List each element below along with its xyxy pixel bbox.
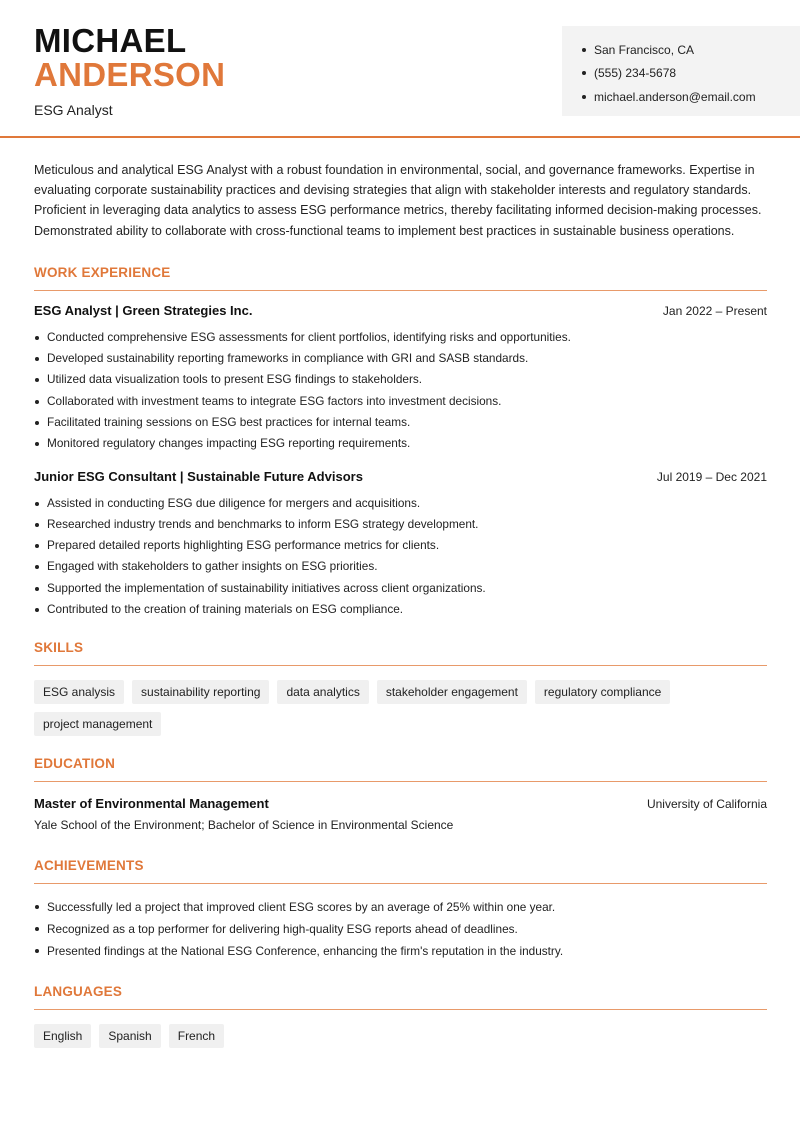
list-item: Facilitated training sessions on ESG best practices for internal teams. xyxy=(34,412,767,433)
job-entry xyxy=(34,469,767,621)
languages-section-title: LANGUAGES xyxy=(34,984,767,1010)
work-section-title: WORK EXPERIENCE xyxy=(34,265,767,291)
list-item: Contributed to the creation of training materials on ESG compliance. xyxy=(34,599,767,620)
bullet-icon xyxy=(582,48,586,52)
job-role: Junior ESG Consultant | Sustainable Future Advisors xyxy=(34,468,363,484)
achievements-section-title: ACHIEVEMENTS xyxy=(34,858,767,884)
list-item: Assisted in conducting ESG due diligence for mergers and acquisitions. xyxy=(34,493,767,514)
contact-location-text: San Francisco, CA xyxy=(594,42,695,57)
education-detail: Yale School of the Environment; Bachelor of Science in Environmental Science xyxy=(34,818,454,833)
bullet-icon xyxy=(582,95,586,99)
job-date: Jul 2019 – Dec 2021 xyxy=(656,469,767,484)
achievements-list xyxy=(34,896,767,962)
list-item: Collaborated with investment teams to integrate ESG factors into investment decisions. xyxy=(34,391,767,412)
work-section xyxy=(34,265,767,621)
skills-section-title: SKILLS xyxy=(34,640,767,666)
list-item: Recognized as a top performer for delivering high-quality ESG reports ahead of deadlines. xyxy=(34,918,767,940)
job-role: ESG Analyst | Green Strategies Inc. xyxy=(34,302,253,318)
job-date: Jan 2022 – Present xyxy=(662,303,767,318)
achievements-section xyxy=(34,858,767,962)
job-entry xyxy=(34,303,767,455)
education-university: University of California xyxy=(646,797,767,812)
languages-chips xyxy=(34,1024,767,1056)
contact-location xyxy=(582,38,800,62)
list-item: Supported the implementation of sustainability initiatives across client organizations. xyxy=(34,578,767,599)
last-name: ANDERSON xyxy=(34,56,226,93)
skill-chip: stakeholder engagement xyxy=(377,680,527,704)
contact-email xyxy=(582,85,800,109)
list-item: Prepared detailed reports highlighting ESG performance metrics for clients. xyxy=(34,535,767,556)
job-bullets xyxy=(34,327,767,455)
list-item: Utilized data visualization tools to present ESG findings to stakeholders. xyxy=(34,369,767,390)
contact-phone-text: (555) 234-5678 xyxy=(594,66,677,81)
first-name: MICHAEL xyxy=(34,22,187,59)
skill-chip: sustainability reporting xyxy=(132,680,269,704)
education-section xyxy=(34,756,767,832)
resume-header xyxy=(0,0,800,138)
list-item: Developed sustainability reporting frameworks in compliance with GRI and SASB standards. xyxy=(34,348,767,369)
contact-box xyxy=(562,26,800,116)
skill-chip: project management xyxy=(34,712,161,736)
education-section-title: EDUCATION xyxy=(34,756,767,782)
language-chip: Spanish xyxy=(99,1024,160,1048)
name-block xyxy=(34,24,225,118)
language-chip: French xyxy=(169,1024,224,1048)
list-item: Successfully led a project that improved client ESG scores by an average of 25% within one year. xyxy=(34,896,767,918)
list-item: Engaged with stakeholders to gather insights on ESG priorities. xyxy=(34,556,767,577)
job-title: ESG Analyst xyxy=(34,102,113,118)
contact-email-text: michael.anderson@email.com xyxy=(594,89,756,104)
resume-content xyxy=(34,160,767,1056)
language-chip: English xyxy=(34,1024,91,1048)
languages-section xyxy=(34,984,767,1056)
contact-phone xyxy=(582,62,800,86)
skills-section xyxy=(34,640,767,744)
skill-chip: regulatory compliance xyxy=(535,680,670,704)
education-degree: Master of Environmental Management xyxy=(34,796,269,812)
skills-chips xyxy=(34,680,767,744)
list-item: Presented findings at the National ESG Conference, enhancing the firm's reputation in the industry. xyxy=(34,940,767,962)
list-item: Researched industry trends and benchmarks to inform ESG strategy development. xyxy=(34,514,767,535)
bullet-icon xyxy=(582,71,586,75)
list-item: Conducted comprehensive ESG assessments for client portfolios, identifying risks and opportunities. xyxy=(34,327,767,348)
skill-chip: data analytics xyxy=(277,680,368,704)
list-item: Monitored regulatory changes impacting ESG reporting requirements. xyxy=(34,433,767,454)
job-bullets xyxy=(34,493,767,621)
summary: Meticulous and analytical ESG Analyst with a robust foundation in environmental, social, and governance frameworks. Expertise in evaluating corporate sustainability practices and devising strategies that align with stakeholder interests and regulatory standards. Proficient in leveraging data analytics to assess ESG performance metrics, thereby facilitating informed decision-making processes. Demonstrated ability to collaborate with cross-functional teams to implement best practices in sustainable business operations. xyxy=(34,163,762,238)
skill-chip: ESG analysis xyxy=(34,680,124,704)
